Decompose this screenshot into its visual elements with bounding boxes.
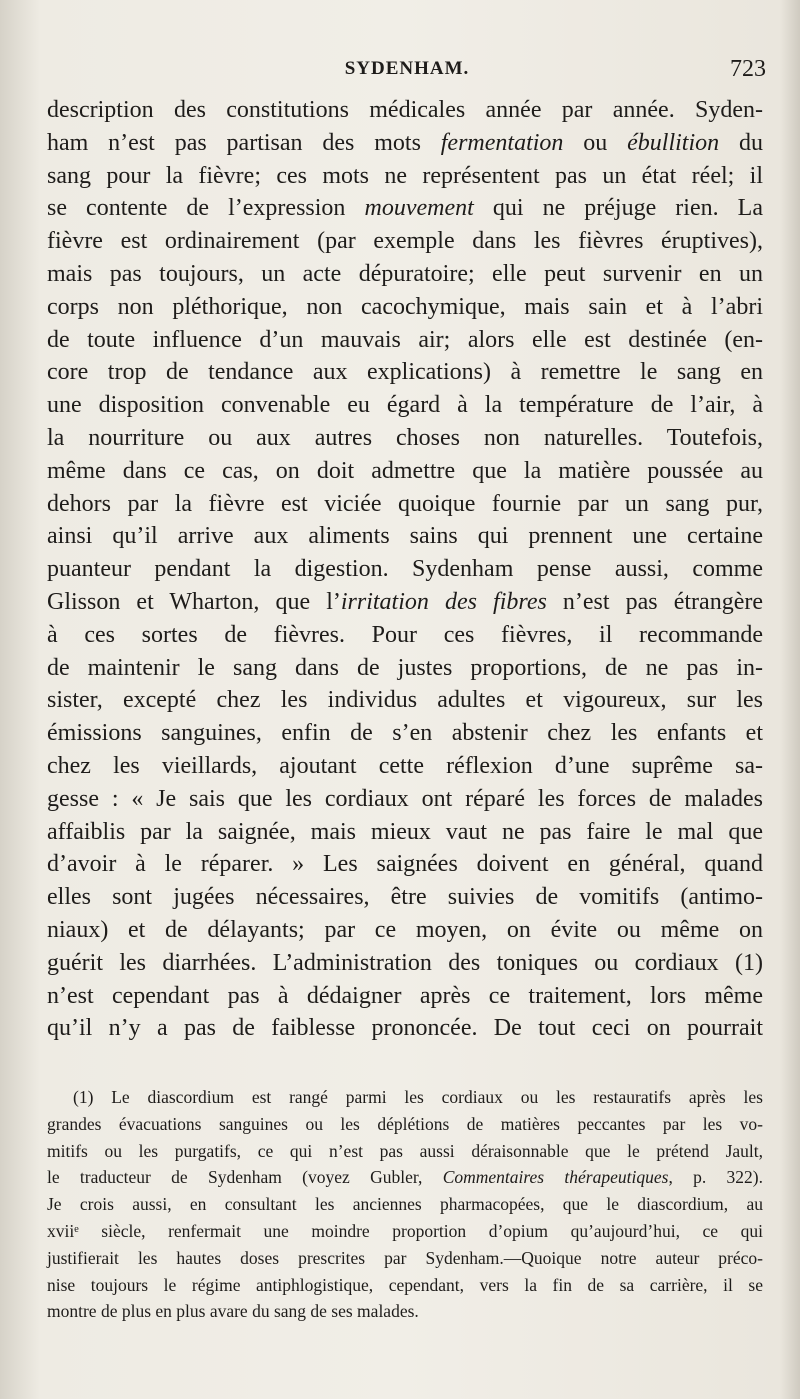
text-line: sister, excepté chez les individus adultes et vigoureux, sur les xyxy=(47,687,763,714)
italic-term: mouvement xyxy=(364,195,474,222)
text-span: Glisson et Wharton, que l’ xyxy=(47,588,341,615)
text-line: sang pour la fièvre; ces mots ne représentent pas un état réel; il xyxy=(47,162,763,189)
page-number: 723 xyxy=(730,56,766,82)
text-line: d’avoir à le réparer. » Les saignées doivent en général, quand xyxy=(47,851,763,878)
text-line: de toute influence d’un mauvais air; alors elle est destinée (en- xyxy=(47,326,763,353)
text-line: fièvre est ordinairement (par exemple dans les fièvres éruptives), xyxy=(47,228,763,255)
text-line: description des constitutions médicales année par année. Syden- xyxy=(47,97,763,123)
text-line: n’est cependant pas à dédaigner après ce traitement, lors même xyxy=(47,982,763,1009)
italic-term: fermentation xyxy=(440,129,564,156)
text-line: guérit les diarrhées. L’administration des toniques ou cordiaux (1) xyxy=(47,949,763,976)
text-line: à ces sortes de fièvres. Pour ces fièvres, il recommande xyxy=(47,621,763,648)
text-line: affaiblis par la saignée, mais mieux vaut ne pas faire le mal que xyxy=(47,818,763,845)
footnote-line: nise toujours le régime antiphlogistique, cependant, vers la fin de sa carrière, il se xyxy=(47,1274,763,1295)
running-title: SYDENHAM. xyxy=(344,58,470,79)
text-line xyxy=(47,586,763,619)
text-line xyxy=(47,127,763,160)
text-line: gesse : « Je sais que les cordiaux ont réparé les forces de malades xyxy=(47,785,763,812)
italic-term: irritation des fibres xyxy=(340,588,547,615)
footnote-line: xviiᵉ siècle, renfermait une moindre proportion d’opium qu’aujourd’hui, ce qui xyxy=(47,1220,763,1241)
text-span: n’est pas étrangère xyxy=(546,588,763,615)
body-text xyxy=(47,94,763,1045)
text-line: ainsi qu’il arrive aux aliments sains qui prennent une certaine xyxy=(47,523,763,550)
footnote-line: mitifs ou les purgatifs, ce qui n’est pas aussi déraisonnable que le prétend Jault, xyxy=(47,1140,763,1161)
running-head xyxy=(48,58,766,88)
text-span: ham n’est pas partisan des mots xyxy=(47,129,421,156)
text-span: qui ne préjuge rien. La xyxy=(473,195,763,222)
text-span: le traducteur de Sydenham (voyez Gubler, xyxy=(47,1167,443,1188)
italic-title: Commentaires thérapeutiques xyxy=(442,1167,669,1188)
text-line: de maintenir le sang dans de justes proportions, de ne pas in- xyxy=(47,654,763,681)
text-line xyxy=(47,192,763,225)
text-line: puanteur pendant la digestion. Sydenham pense aussi, comme xyxy=(47,556,763,583)
footnote-line: Je crois aussi, en consultant les anciennes pharmacopées, que le diascordium, au xyxy=(47,1194,763,1215)
footnote-line: grandes évacuations sanguines ou les déplétions de matières peccantes par les vo- xyxy=(47,1113,763,1134)
text-span: , p. 322). xyxy=(668,1167,764,1188)
text-span: du xyxy=(719,129,763,156)
text-line: même dans ce cas, on doit admettre que la matière poussée au xyxy=(47,457,763,484)
text-line: qu’il n’y a pas de faiblesse prononcée. De tout ceci on pourrait xyxy=(47,1015,763,1042)
footnote-line: justifierait les hautes doses prescrites par Sydenham.—Quoique notre auteur préco- xyxy=(47,1247,763,1268)
footnote-line: montre de plus en plus avare du sang de ses malades. xyxy=(47,1301,419,1322)
text-line: elles sont jugées nécessaires, être suivies de vomitifs (antimo- xyxy=(47,884,763,911)
text-line: core trop de tendance aux explications) à remettre le sang en xyxy=(47,359,763,386)
footnote-line xyxy=(47,1164,763,1191)
text-line: chez les vieillards, ajoutant cette réflexion d’une suprême sa- xyxy=(47,752,763,779)
text-line: mais pas toujours, un acte dépuratoire; elle peut survenir en un xyxy=(47,260,763,287)
text-line: dehors par la fièvre est viciée quoique fournie par un sang pur, xyxy=(47,490,763,517)
text-line: niaux) et de délayants; par ce moyen, on évite ou même on xyxy=(47,916,763,943)
italic-term: ébullition xyxy=(627,129,720,156)
text-line: corps non pléthorique, non cacochymique, mais sain et à l’abri xyxy=(47,293,763,320)
text-line: émissions sanguines, enfin de s’en abstenir chez les enfants et xyxy=(47,720,763,747)
text-span: ou xyxy=(563,129,628,156)
footnote xyxy=(47,1084,763,1325)
footnote-line: (1) Le diascordium est rangé parmi les cordiaux ou les restauratifs après les xyxy=(73,1087,763,1107)
text-line: la nourriture ou aux autres choses non naturelles. Toutefois, xyxy=(47,424,763,451)
text-span: se contente de l’expression xyxy=(47,195,365,222)
text-line: une disposition convenable eu égard à la température de l’air, à xyxy=(47,392,763,419)
